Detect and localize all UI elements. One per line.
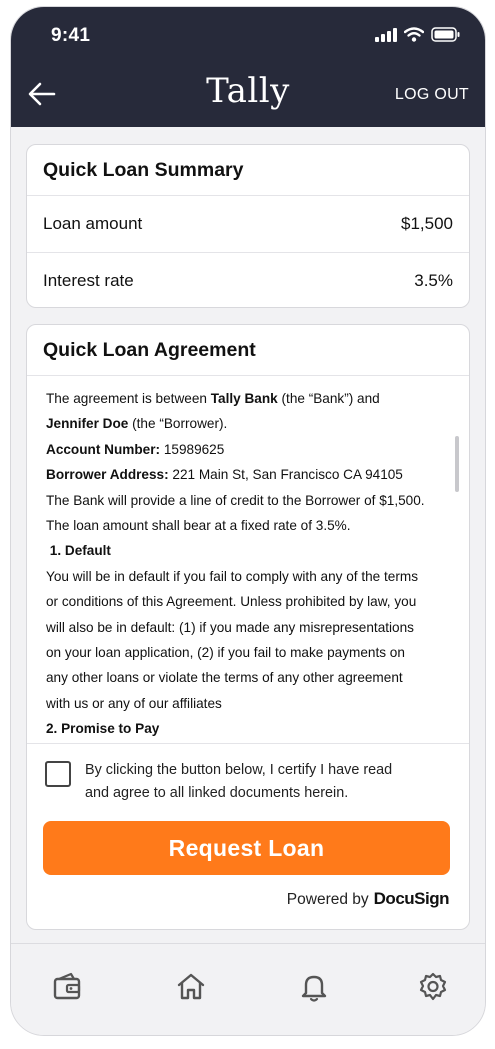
- agreement-scroll-area[interactable]: [27, 376, 469, 744]
- docusign-logo: DocuSign: [373, 889, 449, 908]
- tab-home[interactable]: [173, 969, 209, 1005]
- agreement-title: Quick Loan Agreement: [27, 325, 469, 376]
- summary-value: 3.5%: [414, 270, 453, 290]
- phone-frame: [10, 6, 486, 1036]
- request-loan-button[interactable]: Request Loan: [43, 821, 450, 875]
- wifi-icon: [404, 27, 424, 42]
- status-time: 9:41: [51, 25, 91, 46]
- consent-checkbox[interactable]: [45, 761, 71, 787]
- back-button[interactable]: [27, 79, 57, 109]
- powered-by: [287, 889, 449, 909]
- summary-row-interest-rate: [27, 252, 469, 308]
- summary-title: Quick Loan Summary: [27, 145, 469, 196]
- bottom-tab-bar: [11, 943, 485, 1035]
- gear-icon: [415, 969, 451, 1005]
- section-promise-heading: 2. Promise to Pay: [46, 721, 160, 737]
- back-arrow-icon: [27, 79, 57, 109]
- logout-button[interactable]: LOG OUT: [394, 86, 469, 103]
- borrower-address: Borrower Address: 221 Main St, San Francisco CA 94105: [46, 467, 403, 483]
- agreement-text: [27, 376, 469, 742]
- credit-terms: The Bank will provide a line of credit to the Borrower of $1,500. The loan amount shall bear at a fixed rate of 3.5%.: [46, 492, 425, 534]
- battery-icon: [431, 27, 461, 42]
- tab-wallet[interactable]: [49, 969, 85, 1005]
- loan-agreement-card: [26, 324, 470, 930]
- summary-label: Interest rate: [43, 270, 134, 290]
- app-header: [11, 7, 485, 127]
- consent-row: [45, 759, 415, 805]
- agreement-parties: The agreement is between Tally Bank (the “Bank”) and Jennifer Doe (the “Borrower).: [46, 391, 380, 432]
- summary-value: $1,500: [401, 214, 453, 233]
- scrollbar-thumb[interactable]: [455, 436, 459, 492]
- loan-summary-card: [26, 144, 470, 308]
- tab-notifications[interactable]: [296, 969, 332, 1005]
- app-title: Tally: [206, 71, 290, 111]
- section-default-heading: 1. Default: [46, 543, 111, 559]
- powered-by-label: Powered by: [286, 891, 369, 908]
- bell-icon: [296, 969, 332, 1005]
- wallet-icon: [49, 969, 85, 1005]
- consent-text: By clicking the button below, I certify I have read and agree to all linked documents herein.: [85, 762, 393, 801]
- summary-label: Loan amount: [43, 214, 143, 233]
- default-terms: You will be in default if you fail to comply with any of the terms or conditions of this Agreement. Unless prohibited by law, you will also be in default: (1) if you made any misrepresentations on your loan application, (2) if you fail to make payments on any other loans or violate the terms of any other agreement with us or any of our affiliates: [46, 568, 419, 711]
- status-icons: [375, 27, 461, 42]
- summary-row-loan-amount: [27, 196, 469, 252]
- signal-icon: [375, 28, 397, 42]
- account-number: Account Number: 15989625: [46, 441, 225, 457]
- tab-settings[interactable]: [415, 969, 451, 1005]
- home-icon: [173, 969, 209, 1005]
